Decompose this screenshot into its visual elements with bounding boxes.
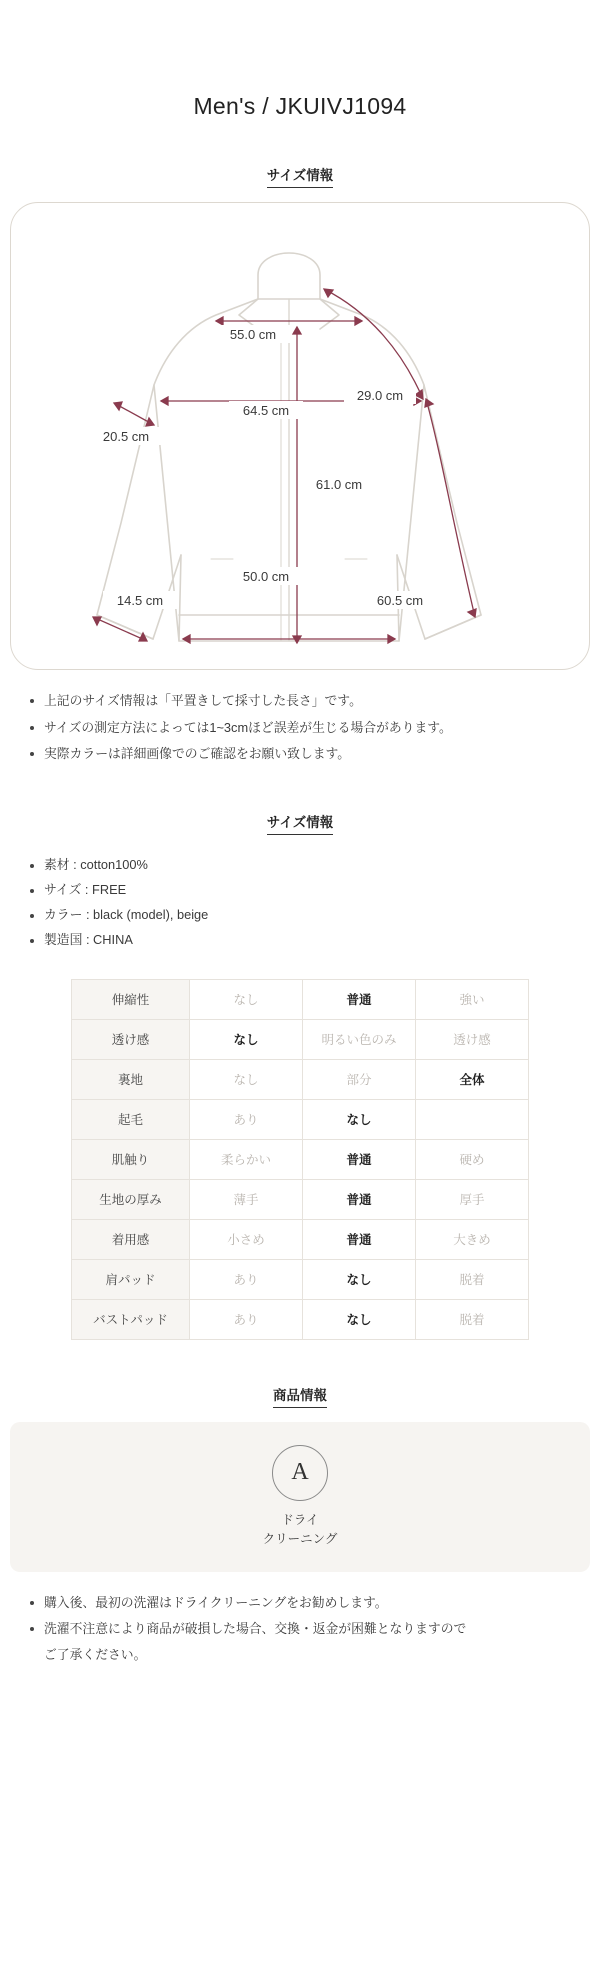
list-item: サイズの測定方法によっては1~3cmほど誤差が生じる場合があります。 — [30, 715, 576, 741]
garment-diagram — [11, 203, 590, 670]
detail-section-heading-text: サイズ情報 — [267, 811, 333, 835]
list-item: 実際カラーは詳細画像でのご確認をお願い致します。 — [30, 741, 576, 767]
measure-label-length: 61.0 cm — [315, 477, 363, 493]
list-item — [30, 1616, 576, 1668]
care-section-heading — [0, 1384, 600, 1408]
spec-option: あり — [190, 1299, 303, 1339]
list-item: 購入後、最初の洗濯はドライクリーニングをお勧めします。 — [30, 1590, 576, 1616]
spec-row-label: 肩パッド — [72, 1259, 190, 1299]
measure-label-shoulder: 55.0 cm — [229, 327, 277, 343]
spec-option: 小さめ — [190, 1219, 303, 1259]
spec-option: 薄手 — [190, 1179, 303, 1219]
product-detail-page — [0, 15, 600, 1708]
measure-label-chest: 64.5 cm — [242, 403, 290, 419]
detail-section-heading — [0, 811, 600, 835]
measure-label-sleeve-length: 60.5 cm — [376, 593, 424, 609]
table-row — [72, 1139, 529, 1179]
list-item: 製造国 : CHINA — [30, 928, 576, 953]
list-item: 上記のサイズ情報は「平置きして採寸した長さ」です。 — [30, 688, 576, 714]
table-row — [72, 979, 529, 1019]
spec-option: 柔らかい — [190, 1139, 303, 1179]
spec-option: 脱着 — [416, 1259, 529, 1299]
spec-option: 普通 — [303, 979, 416, 1019]
size-section-heading-text: サイズ情報 — [267, 164, 333, 188]
spec-option: 大きめ — [416, 1219, 529, 1259]
spec-option: なし — [190, 1059, 303, 1099]
measure-label-sleeve: 20.5 cm — [102, 429, 150, 445]
spec-row-label: 着用感 — [72, 1219, 190, 1259]
care-symbol-box — [10, 1422, 590, 1572]
size-diagram-container — [10, 202, 590, 670]
spec-row-label: 起毛 — [72, 1099, 190, 1139]
spec-row-label: 肌触り — [72, 1139, 190, 1179]
measure-label-sleeve-opening-upper: 29.0 cm — [356, 388, 404, 404]
care-section-heading-text: 商品情報 — [273, 1384, 327, 1408]
spec-option: 普通 — [303, 1179, 416, 1219]
spec-table — [71, 979, 529, 1340]
spec-option: 厚手 — [416, 1179, 529, 1219]
measure-label-cuff: 14.5 cm — [116, 593, 164, 609]
spec-option: 明るい色のみ — [303, 1019, 416, 1059]
table-row — [72, 1179, 529, 1219]
care-note-line2: ご了承ください。 — [44, 1647, 147, 1663]
spec-option: 強い — [416, 979, 529, 1019]
spec-option: なし — [303, 1299, 416, 1339]
care-notes-list — [0, 1590, 600, 1669]
care-note-line1: 洗濯不注意により商品が破損した場合、交換・返金が困難となりますので — [44, 1621, 467, 1637]
spec-row-label: バストパッド — [72, 1299, 190, 1339]
care-symbol-label — [263, 1511, 338, 1550]
spec-row-label: 裏地 — [72, 1059, 190, 1099]
spec-option: 普通 — [303, 1219, 416, 1259]
measure-label-hem: 50.0 cm — [242, 569, 290, 585]
table-row — [72, 1019, 529, 1059]
table-row — [72, 1299, 529, 1339]
spec-option: 硬め — [416, 1139, 529, 1179]
page-title: Men's / JKUIVJ1094 — [193, 93, 407, 120]
spec-option: なし — [190, 1019, 303, 1059]
spec-option: 普通 — [303, 1139, 416, 1179]
spec-row-label: 伸縮性 — [72, 979, 190, 1019]
size-notes-list — [0, 688, 600, 767]
spec-option: 脱着 — [416, 1299, 529, 1339]
spec-option: なし — [303, 1099, 416, 1139]
spec-option — [416, 1099, 529, 1139]
dry-clean-icon-letter: A — [291, 1459, 309, 1485]
table-row — [72, 1219, 529, 1259]
spec-option: あり — [190, 1099, 303, 1139]
spec-option: 透け感 — [416, 1019, 529, 1059]
table-row — [72, 1059, 529, 1099]
list-item: 素材 : cotton100% — [30, 853, 576, 878]
detail-info-list — [0, 853, 600, 953]
table-row — [72, 1099, 529, 1139]
dry-clean-icon — [272, 1445, 328, 1501]
list-item: カラー : black (model), beige — [30, 903, 576, 928]
care-label-line2: クリーニング — [262, 1531, 338, 1546]
spec-row-label: 生地の厚み — [72, 1179, 190, 1219]
care-label-line1: ドライ — [281, 1512, 319, 1527]
spec-option: あり — [190, 1259, 303, 1299]
table-row — [72, 1259, 529, 1299]
spec-option: 全体 — [416, 1059, 529, 1099]
spec-option: なし — [190, 979, 303, 1019]
spec-option: 部分 — [303, 1059, 416, 1099]
size-section-heading — [0, 164, 600, 188]
spec-option: なし — [303, 1259, 416, 1299]
spec-row-label: 透け感 — [72, 1019, 190, 1059]
list-item: サイズ : FREE — [30, 878, 576, 903]
